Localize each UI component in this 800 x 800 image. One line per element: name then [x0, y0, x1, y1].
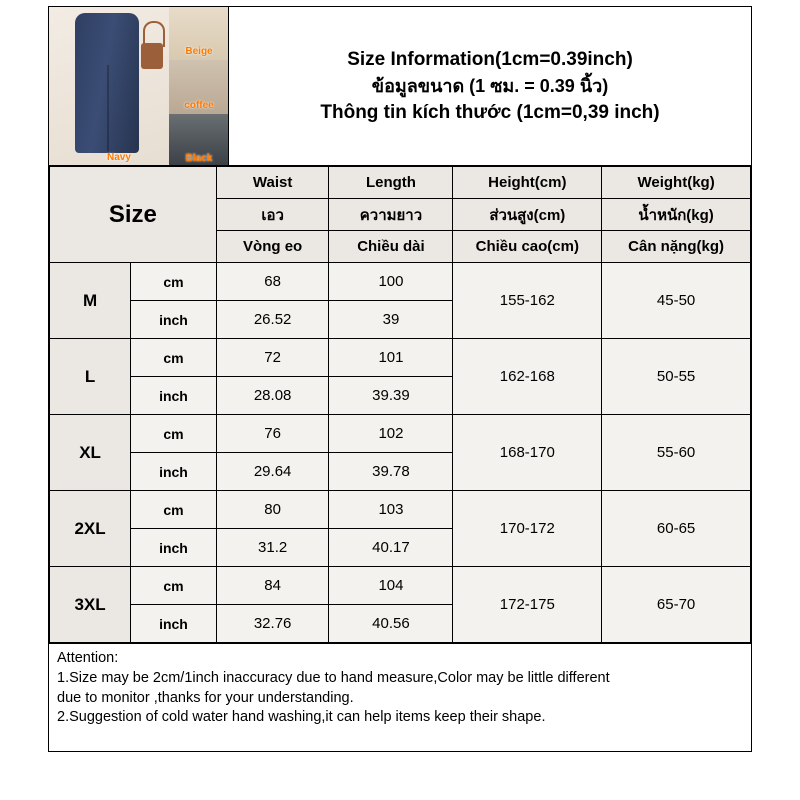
col-header-waist-en: Waist: [216, 167, 329, 199]
waist-cm-3xl: 84: [216, 567, 329, 605]
title-thai: ข้อมูลขนาด (1 ซม. = 0.39 นิ้ว): [371, 76, 609, 97]
swatch-label-black: Black: [185, 152, 213, 164]
waist-inch-3xl: 32.76: [216, 605, 329, 643]
unit-inch: inch: [131, 453, 217, 491]
length-cm-xl: 102: [329, 415, 453, 453]
unit-inch: inch: [131, 529, 217, 567]
attention-line-1: 1.Size may be 2cm/1inch inaccuracy due to hand measure,Color may be little different: [57, 669, 610, 686]
col-header-weight-en: Weight(kg): [602, 167, 751, 199]
waist-inch-l: 28.08: [216, 377, 329, 415]
table-row: [50, 339, 751, 377]
waist-cm-m: 68: [216, 263, 329, 301]
table-header-row-en: [50, 167, 751, 199]
chart-title-block: [229, 7, 751, 165]
unit-inch: inch: [131, 301, 217, 339]
unit-cm: cm: [131, 339, 217, 377]
col-header-waist-vi: Vòng eo: [216, 231, 329, 263]
table-row: [50, 491, 751, 529]
size-value-3xl: 3XL: [50, 567, 131, 643]
color-swatch-coffee: [169, 60, 229, 113]
height-3xl: 172-175: [453, 567, 602, 643]
size-value-xl: XL: [50, 415, 131, 491]
color-swatch-beige: [169, 7, 229, 60]
table-row: [50, 415, 751, 453]
waist-inch-xl: 29.64: [216, 453, 329, 491]
col-header-height-en: Height(cm): [453, 167, 602, 199]
length-inch-3xl: 40.56: [329, 605, 453, 643]
weight-m: 45-50: [602, 263, 751, 339]
waist-cm-l: 72: [216, 339, 329, 377]
title-vietnamese: Thông tin kích thước (1cm=0,39 inch): [320, 102, 660, 124]
weight-3xl: 65-70: [602, 567, 751, 643]
col-header-waist-th: เอว: [216, 199, 329, 231]
col-header-weight-vi: Cân nặng(kg): [602, 231, 751, 263]
attention-block: [49, 643, 751, 751]
title-english: Size Information(1cm=0.39inch): [347, 48, 633, 70]
table-row: [50, 263, 751, 301]
size-table: [49, 166, 751, 643]
waist-inch-m: 26.52: [216, 301, 329, 339]
col-header-height-th: ส่วนสูง(cm): [453, 199, 602, 231]
height-2xl: 170-172: [453, 491, 602, 567]
size-chart: [48, 6, 752, 752]
length-inch-l: 39.39: [329, 377, 453, 415]
length-cm-3xl: 104: [329, 567, 453, 605]
col-header-length-en: Length: [329, 167, 453, 199]
size-value-m: M: [50, 263, 131, 339]
size-value-2xl: 2XL: [50, 491, 131, 567]
length-cm-l: 101: [329, 339, 453, 377]
col-header-length-vi: Chiều dài: [329, 231, 453, 263]
swatch-label-navy: Navy: [107, 152, 131, 163]
col-header-height-vi: Chiều cao(cm): [453, 231, 602, 263]
color-swatch-column: [169, 7, 229, 165]
height-l: 162-168: [453, 339, 602, 415]
waist-inch-2xl: 31.2: [216, 529, 329, 567]
height-m: 155-162: [453, 263, 602, 339]
waist-cm-2xl: 80: [216, 491, 329, 529]
unit-inch: inch: [131, 605, 217, 643]
unit-cm: cm: [131, 491, 217, 529]
length-inch-m: 39: [329, 301, 453, 339]
swatch-label-beige: Beige: [185, 46, 213, 58]
color-swatch-black: [169, 114, 229, 166]
length-cm-2xl: 103: [329, 491, 453, 529]
unit-inch: inch: [131, 377, 217, 415]
waist-cm-xl: 76: [216, 415, 329, 453]
swatch-label-coffee: coffee: [184, 99, 214, 111]
pants-image: [75, 13, 139, 153]
product-photo: [49, 7, 169, 165]
weight-2xl: 60-65: [602, 491, 751, 567]
unit-cm: cm: [131, 263, 217, 301]
size-table-wrap: [49, 166, 751, 643]
height-xl: 168-170: [453, 415, 602, 491]
col-header-length-th: ความยาว: [329, 199, 453, 231]
length-cm-m: 100: [329, 263, 453, 301]
weight-xl: 55-60: [602, 415, 751, 491]
weight-l: 50-55: [602, 339, 751, 415]
size-header-cell: Size: [50, 167, 217, 263]
length-inch-2xl: 40.17: [329, 529, 453, 567]
length-inch-xl: 39.78: [329, 453, 453, 491]
size-value-l: L: [50, 339, 131, 415]
col-header-weight-th: น้ำหนัก(kg): [602, 199, 751, 231]
unit-cm: cm: [131, 415, 217, 453]
attention-line-2: due to monitor ,thanks for your understanding.: [57, 689, 354, 706]
table-row: [50, 567, 751, 605]
attention-heading: Attention:: [57, 650, 119, 667]
unit-cm: cm: [131, 567, 217, 605]
handbag-image: [141, 43, 163, 69]
product-photo-cell: [49, 7, 229, 165]
attention-line-3: 2.Suggestion of cold water hand washing,it can help items keep their shape.: [57, 709, 546, 726]
chart-header: [49, 7, 751, 166]
